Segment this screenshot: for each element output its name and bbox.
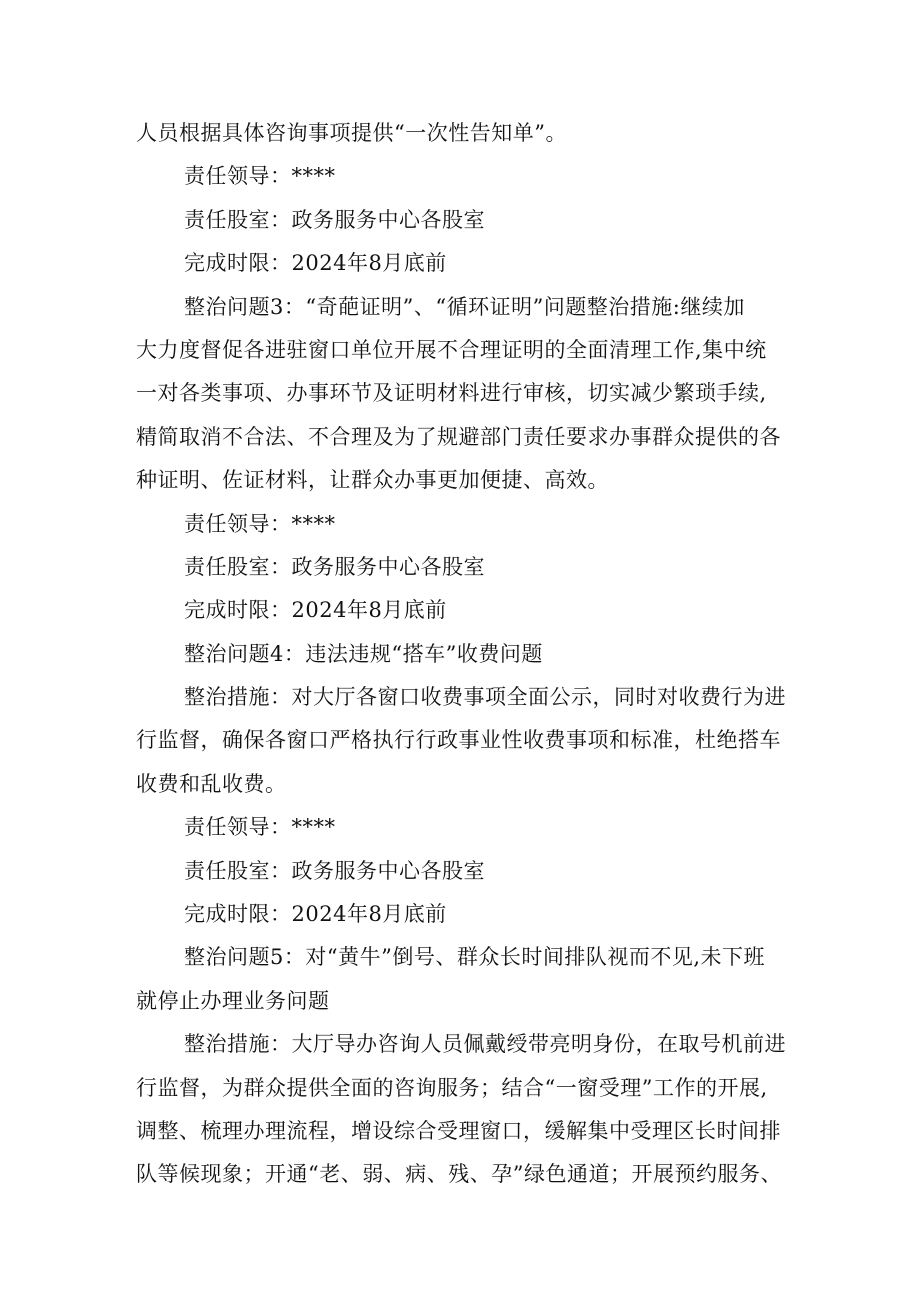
text-line: 完成时限：2024年8月底前 [184,251,447,276]
text-line: 责任股室：政务服务中心各股室 [184,207,485,232]
text-line: 责任领导：**** [184,164,336,189]
text-line: 大力度督促各进驻窗口单位开展不合理证明的全面清理工作,集中统 [136,337,767,362]
text-line: 责任领导：**** [184,815,336,840]
text-line: 责任领导：**** [184,511,336,536]
text-line: 队等候现象；开通“老、弱、病、残、孕”绿色通道；开展预约服务、 [136,1162,782,1187]
text-line: 调整、梳理办理流程，增设综合受理窗口，缓解集中受理区长时间排 [136,1118,781,1143]
text-line: 种证明、佐证材料，让群众办事更加便捷、高效。 [136,468,609,493]
text-line: 整治措施：对大厅各窗口收费事项全面公示，同时对收费行为进 [184,685,786,710]
text-line: 整治问题3：“奇葩证明”、“循环证明”问题整治措施:继续加 [184,294,745,319]
text-line: 收费和乱收费。 [136,771,287,796]
text-line: 整治问题5：对“黄牛”倒号、群众长时间排队视而不见,未下班 [184,945,766,970]
text-line: 责任股室：政务服务中心各股室 [184,554,485,579]
text-line: 精简取消不合法、不合理及为了规避部门责任要求办事群众提供的各 [136,424,781,449]
text-line: 整治问题4：违法违规“搭车”收费问题 [184,641,543,666]
text-line: 完成时限：2024年8月底前 [184,598,447,623]
text-line: 就停止办理业务问题 [136,988,330,1013]
text-line: 完成时限：2024年8月底前 [184,902,447,927]
text-line: 人员根据具体咨询事项提供“一次性告知单”。 [136,121,567,145]
text-line: 一对各类事项、办事环节及证明材料进行审核，切实减少繁琐手续, [136,381,767,406]
text-line: 责任股室：政务服务中心各股室 [184,858,485,883]
text-line: 行监督，确保各窗口严格执行行政事业性收费事项和标准，杜绝搭车 [136,728,781,753]
text-line: 整治措施：大厅导办咨询人员佩戴绶带亮明身份，在取号机前进 [184,1032,786,1057]
text-line: 行监督，为群众提供全面的咨询服务；结合“一窗受理”工作的开展, [136,1075,768,1100]
document-body [136,112,796,1197]
